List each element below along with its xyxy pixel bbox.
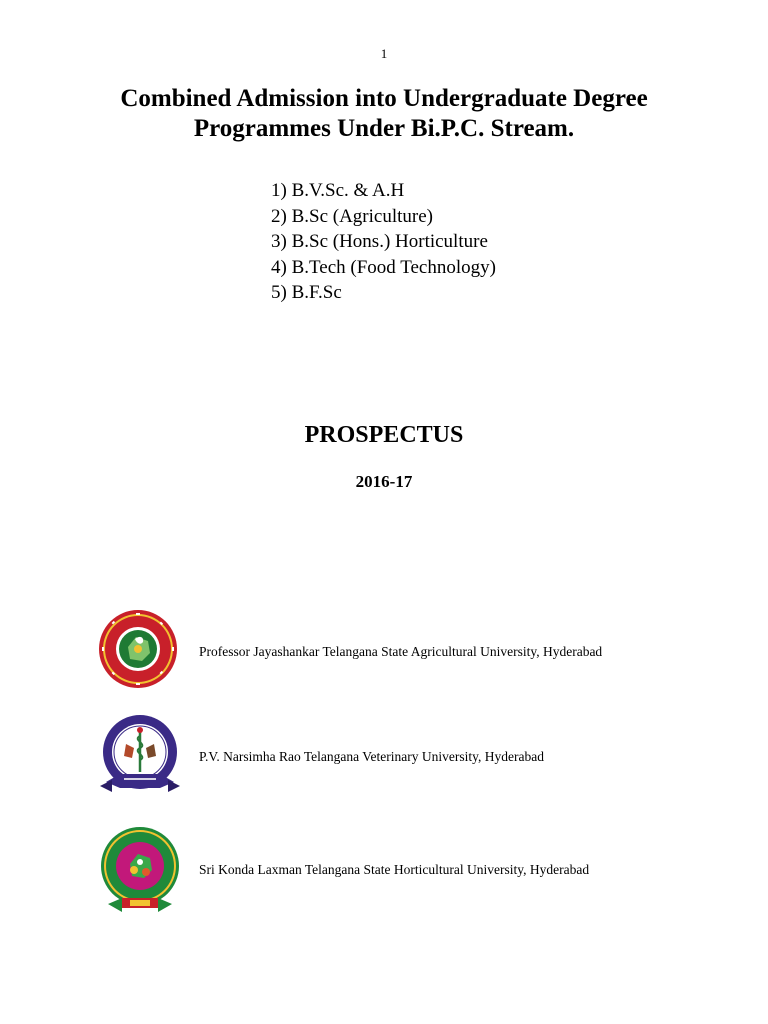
programme-item: 5) B.F.Sc	[271, 282, 342, 303]
veterinary-university-seal-icon	[98, 714, 182, 798]
university-entry-horticultural	[98, 826, 738, 916]
title-line-2: Programmes Under Bi.P.C. Stream.	[193, 115, 575, 142]
programme-item: 4) B.Tech (Food Technology)	[271, 256, 496, 278]
university-entry-agricultural	[98, 609, 738, 699]
prospectus-heading: PROSPECTUS	[304, 422, 464, 448]
session-year: 2016-17	[355, 472, 413, 491]
university-name: Sri Konda Laxman Telangana State Horticultural University, Hyderabad	[199, 862, 590, 877]
programme-item: 3) B.Sc (Hons.) Horticulture	[271, 231, 488, 252]
programme-list	[271, 178, 496, 306]
page-number: 1	[380, 46, 388, 61]
horticultural-university-seal-icon	[98, 826, 182, 910]
programme-item: 2) B.Sc (Agriculture)	[271, 205, 433, 227]
university-entry-veterinary	[98, 714, 738, 804]
title-line-1: Combined Admission into Undergraduate Degree	[120, 85, 648, 112]
university-name: P.V. Narsimha Rao Telangana Veterinary University, Hyderabad	[199, 749, 544, 764]
programme-item: 1) B.V.Sc. & A.H	[271, 180, 405, 201]
university-name: Professor Jayashankar Telangana State Agricultural University, Hyderabad	[199, 644, 603, 659]
agricultural-university-seal-icon	[98, 609, 182, 693]
document-title	[0, 84, 768, 144]
